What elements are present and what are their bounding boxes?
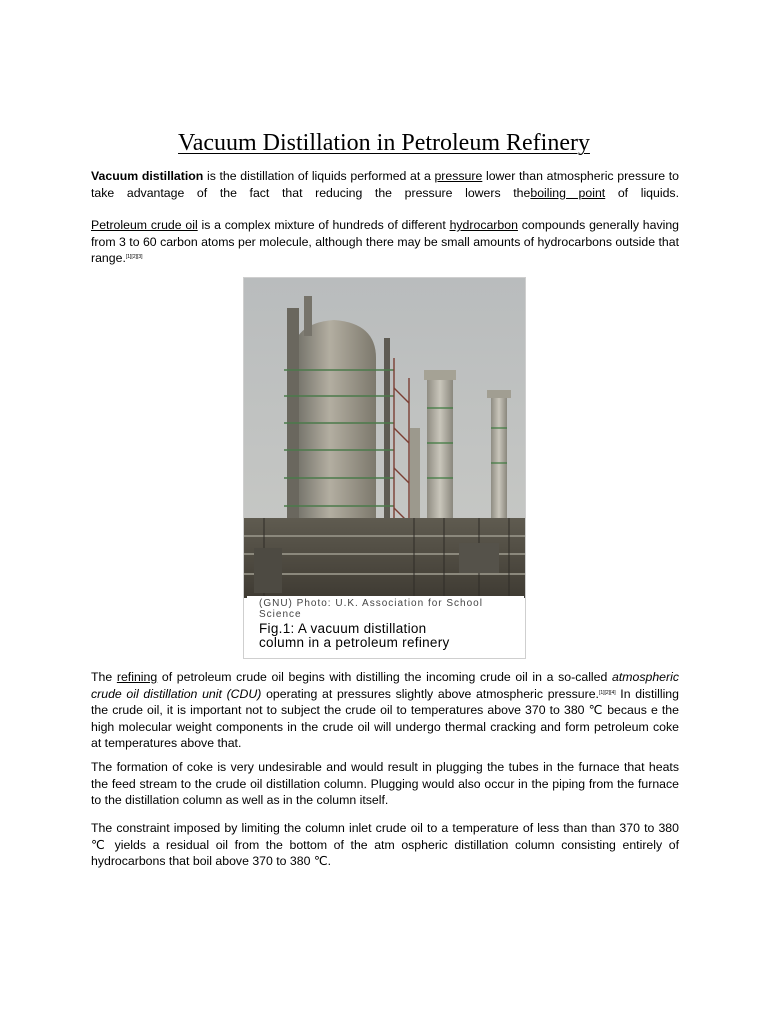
text: compounds generally having from 3 to 60 carbon atoms per molecule, although there may be small amounts of hydrocarbons outside that range. [91, 218, 679, 265]
page-title [0, 128, 768, 158]
refinery-photo-figure [243, 277, 526, 659]
figure-caption [259, 622, 519, 650]
photo-credit: (GNU) Photo: U.K. Association for School Science [259, 598, 483, 620]
paragraph-coke-formation: The formation of coke is very undesirable and would result in plugging the tubes in the furnace that heats the feed stream to the crude oil distillation column. Plugging would also occur in the piping from the furnace to the distillation column as well as in the column itself. [91, 760, 679, 807]
link-refining[interactable]: refining [116, 670, 158, 684]
paragraph-refining [91, 669, 679, 752]
text: In distilling the crude oil, it is important not to subject the crude oil to temperatures above 370 to 380 ℃ becaus e the high molecular weight components in the crude oil will undergo thermal cracking and form petroleum coke at temperatures above that. [91, 686, 679, 750]
paragraph-constraint: The constraint imposed by limiting the column inlet crude oil to a temperature of less than than 370 to 380 ℃ yields a residual oil from the bottom of the atm ospheric distillation column consisting entirely of hydrocarbons that boil above 370 to 380 ℃. [91, 821, 679, 868]
figure-caption-area [247, 596, 524, 658]
reference-markers[interactable]: [1][2][4] [598, 689, 616, 696]
figure-caption-line: Fig.1: A vacuum distillation [259, 621, 427, 636]
text: lower than atmospheric pressure to take advantage of the fact that reducing the pressure lowers the [91, 169, 679, 200]
text: of petroleum crude oil begins with distilling the incoming crude oil in a so-called [157, 670, 613, 684]
text: operating at pressures slightly above atmospheric pressure. [261, 686, 599, 701]
term-vacuum-distillation: Vacuum distillation [91, 169, 204, 183]
link-hydrocarbon[interactable]: hydrocarbon [449, 218, 518, 232]
paragraph-definition [91, 168, 679, 201]
link-boiling-point[interactable]: boiling point [530, 185, 606, 200]
paragraph-crude-oil [91, 217, 679, 267]
text: The [91, 670, 117, 684]
text: is the distillation of liquids performed at a [203, 169, 435, 183]
emphasis-cdu: atmospheric crude oil distillation unit (CDU) [91, 670, 679, 701]
figure-caption-line: column in a petroleum refinery [259, 635, 450, 650]
reference-markers[interactable]: [1][2][3] [125, 254, 143, 260]
text: of liquids. [605, 185, 679, 200]
link-pressure[interactable]: pressure [434, 169, 483, 183]
text: is a complex mixture of hundreds of different [197, 218, 450, 232]
link-petroleum-crude-oil[interactable]: Petroleum crude oil [91, 218, 198, 232]
page-title-text: Vacuum Distillation in Petroleum Refinery [178, 130, 590, 156]
